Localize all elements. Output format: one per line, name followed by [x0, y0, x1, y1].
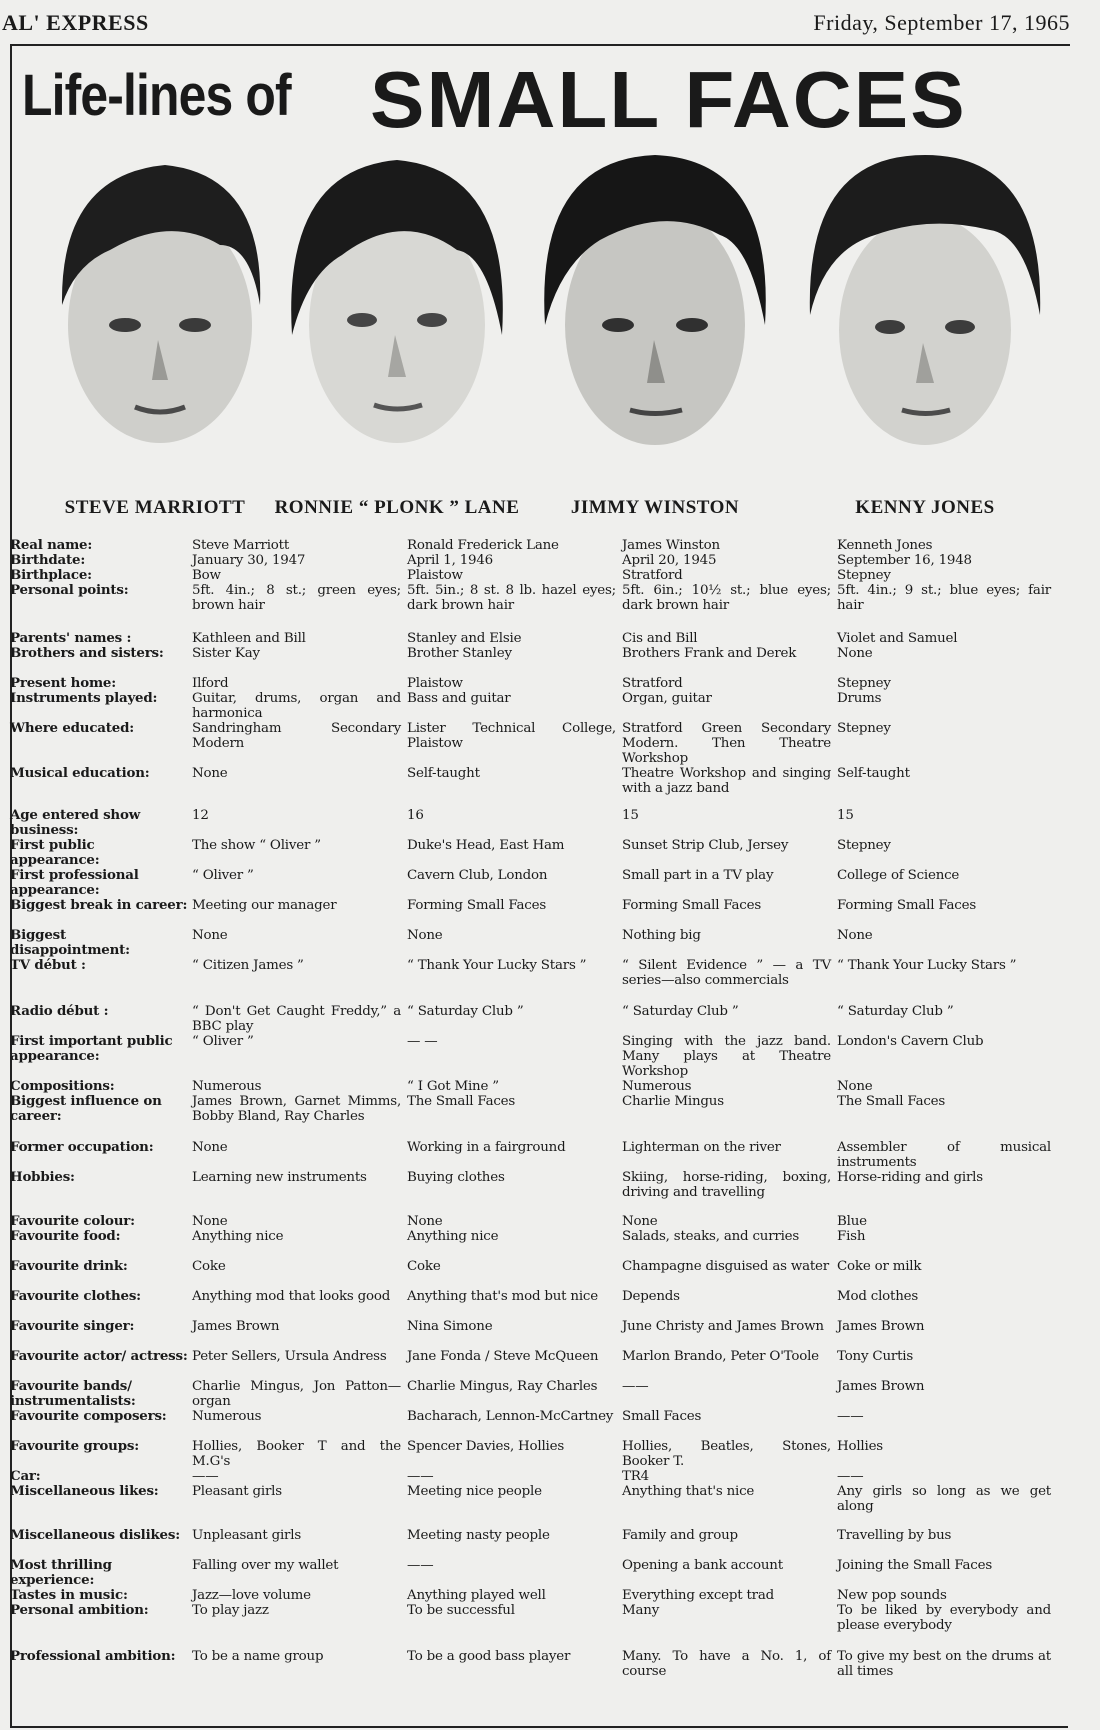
- member-cell-4: Stepney: [837, 721, 891, 736]
- table-row: [10, 1229, 1070, 1259]
- member-cell-2: Meeting nice people: [407, 1484, 542, 1499]
- table-row: [10, 631, 1070, 646]
- member-cell-4: To give my best on the drums at all times: [837, 1649, 1051, 1679]
- member-cell-1: 5ft. 4in.; 8 st.; green eyes; brown hair: [192, 583, 401, 613]
- row-label: Professional ambition:: [10, 1648, 176, 1664]
- row-label: Compositions:: [10, 1078, 115, 1094]
- member-cell-4: Kenneth Jones: [837, 538, 933, 553]
- row-label: Hobbies:: [10, 1169, 75, 1185]
- member-cell-1: Coke: [192, 1259, 226, 1274]
- member-cell-4: ——: [837, 1469, 864, 1484]
- row-label: Favourite food:: [10, 1228, 121, 1244]
- row-label: First important public appearance:: [10, 1033, 173, 1064]
- member-cell-4: Forming Small Faces: [837, 898, 976, 913]
- face-photo: [20, 155, 290, 455]
- member-cell-3: Theatre Workshop and singing with a jazz band: [622, 766, 831, 796]
- member-cell-1: Anything nice: [192, 1229, 284, 1244]
- member-cell-4: Coke or milk: [837, 1259, 922, 1274]
- member-cell-2: Meeting nasty people: [407, 1528, 550, 1543]
- table-row: [10, 646, 1070, 676]
- member-cell-4: Blue: [837, 1214, 867, 1229]
- face-photo: [262, 155, 532, 455]
- member-cell-4: Tony Curtis: [837, 1349, 914, 1364]
- member-cell-4: ——: [837, 1409, 864, 1424]
- member-cell-1: None: [192, 928, 228, 943]
- row-label: Real name:: [10, 537, 93, 553]
- table-row: [10, 1439, 1070, 1469]
- table-row: [10, 1484, 1070, 1528]
- member-cell-2: Coke: [407, 1259, 441, 1274]
- member-cell-1: Guitar, drums, organ and harmonica: [192, 691, 401, 721]
- row-label: Favourite composers:: [10, 1408, 167, 1424]
- member-cell-4: Violet and Samuel: [837, 631, 958, 646]
- table-row: [10, 1588, 1070, 1603]
- member-cell-4: Fish: [837, 1229, 866, 1244]
- member-name: KENNY JONES: [855, 497, 995, 518]
- member-cell-2: Nina Simone: [407, 1319, 493, 1334]
- member-cell-4: 5ft. 4in.; 9 st.; blue eyes; fair hair: [837, 583, 1051, 613]
- table-row: [10, 1319, 1070, 1349]
- member-cell-1: “ Citizen James ”: [192, 958, 304, 973]
- member-name: STEVE MARRIOTT: [64, 497, 246, 518]
- row-label: Favourite bands/ instrumentalists:: [10, 1378, 136, 1409]
- member-cell-3: Anything that's nice: [622, 1484, 755, 1499]
- member-cell-4: Horse-riding and girls: [837, 1170, 983, 1185]
- row-label: Birthdate:: [10, 552, 86, 568]
- member-cell-4: None: [837, 1079, 873, 1094]
- member-cell-2: Spencer Davies, Hollies: [407, 1439, 565, 1454]
- member-cell-3: None: [622, 1214, 658, 1229]
- row-label: Favourite groups:: [10, 1438, 139, 1454]
- row-label: Biggest influence on career:: [10, 1093, 162, 1124]
- member-cell-2: Working in a fairground: [407, 1140, 566, 1155]
- member-cell-3: Charlie Mingus: [622, 1094, 724, 1109]
- member-cell-3: Sunset Strip Club, Jersey: [622, 838, 789, 853]
- bottom-rule: [10, 1726, 1068, 1728]
- row-label: Favourite singer:: [10, 1318, 135, 1334]
- member-cell-3: Marlon Brando, Peter O'Toole: [622, 1349, 819, 1364]
- table-row: [10, 868, 1070, 898]
- row-label: Biggest break in career:: [10, 897, 188, 913]
- member-cell-3: Brothers Frank and Derek: [622, 646, 797, 661]
- member-cell-1: Charlie Mingus, Jon Patton—organ: [192, 1379, 401, 1409]
- member-cell-3: Skiing, horse-riding, boxing, driving and travelling: [622, 1170, 831, 1200]
- member-cell-1: Sandringham Secondary Modern: [192, 721, 401, 751]
- member-cell-3: Champagne disguised as water: [622, 1259, 829, 1274]
- row-label: TV début :: [10, 957, 86, 973]
- member-cell-1: Sister Kay: [192, 646, 260, 661]
- member-cell-2: Stanley and Elsie: [407, 631, 522, 646]
- table-row: [10, 1409, 1070, 1439]
- member-cell-4: “ Thank Your Lucky Stars ”: [837, 958, 1017, 973]
- member-cell-1: 12: [192, 808, 209, 823]
- member-cell-1: None: [192, 766, 228, 781]
- member-cell-3: 15: [622, 808, 639, 823]
- member-cell-2: Plaistow: [407, 676, 463, 691]
- headline-band-name: SMALL FACES: [370, 55, 967, 144]
- member-cell-3: Small part in a TV play: [622, 868, 774, 883]
- member-cell-3: Stratford Green Secondary Modern. Then Theatre Workshop: [622, 721, 831, 766]
- table-row: [10, 1649, 1070, 1693]
- table-row: [10, 676, 1070, 691]
- member-cell-2: 5ft. 5in.; 8 st. 8 lb. hazel eyes; dark brown hair: [407, 583, 616, 613]
- member-cell-1: Anything mod that looks good: [192, 1289, 391, 1304]
- row-label: Tastes in music:: [10, 1587, 128, 1603]
- member-cell-1: The show “ Oliver ”: [192, 838, 321, 853]
- member-cell-3: ——: [622, 1379, 649, 1394]
- member-cell-4: New pop sounds: [837, 1588, 947, 1603]
- portrait-steve-marriott: [20, 155, 290, 518]
- table-row: [10, 1094, 1070, 1140]
- portrait-jimmy-winston: [520, 155, 790, 518]
- member-cell-3: Hollies, Beatles, Stones, Booker T.: [622, 1439, 831, 1469]
- lifelines-table: [10, 538, 1070, 1693]
- table-row: [10, 928, 1070, 958]
- member-cell-4: To be liked by everybody and please everybody: [837, 1603, 1051, 1633]
- member-cell-1: Numerous: [192, 1079, 262, 1094]
- row-label: Where educated:: [10, 720, 134, 736]
- member-cell-3: TR4: [622, 1469, 649, 1484]
- headline: [18, 52, 1068, 152]
- member-cell-3: “ Saturday Club ”: [622, 1004, 739, 1019]
- member-cell-4: September 16, 1948: [837, 553, 972, 568]
- row-label: Personal points:: [10, 582, 129, 598]
- member-cell-2: Buying clothes: [407, 1170, 505, 1185]
- member-cell-1: None: [192, 1214, 228, 1229]
- member-cell-1: James Brown, Garnet Mimms, Bobby Bland, Ray Charles: [192, 1094, 401, 1124]
- member-cell-4: Drums: [837, 691, 882, 706]
- table-row: [10, 1528, 1070, 1558]
- member-cell-1: January 30, 1947: [192, 553, 306, 568]
- member-cell-2: Plaistow: [407, 568, 463, 583]
- member-cell-4: London's Cavern Club: [837, 1034, 984, 1049]
- member-cell-3: Cis and Bill: [622, 631, 698, 646]
- member-cell-4: Any girls so long as we get along: [837, 1484, 1051, 1514]
- table-row: [10, 1289, 1070, 1319]
- row-label: Birthplace:: [10, 567, 92, 583]
- masthead: [0, 8, 1100, 38]
- table-row: [10, 898, 1070, 928]
- member-cell-2: None: [407, 1214, 443, 1229]
- member-cell-1: Numerous: [192, 1409, 262, 1424]
- member-cell-3: Singing with the jazz band. Many plays at Theatre Workshop: [622, 1034, 831, 1079]
- headline-prefix: Life-lines of: [22, 63, 291, 128]
- row-label: Favourite clothes:: [10, 1288, 141, 1304]
- face-photo: [790, 155, 1060, 455]
- row-label: First public appearance:: [10, 837, 100, 868]
- member-cell-1: Peter Sellers, Ursula Andress: [192, 1349, 387, 1364]
- member-cell-3: James Winston: [622, 538, 720, 553]
- member-cell-2: — —: [407, 1034, 438, 1049]
- member-cell-3: Many: [622, 1603, 660, 1618]
- member-cell-1: ——: [192, 1469, 219, 1484]
- table-row: [10, 691, 1070, 721]
- portrait-row: [0, 155, 1100, 525]
- member-cell-3: Stratford: [622, 568, 683, 583]
- member-cell-1: “ Oliver ”: [192, 1034, 254, 1049]
- member-cell-1: To play jazz: [192, 1603, 269, 1618]
- member-cell-3: Everything except trad: [622, 1588, 775, 1603]
- member-cell-1: Bow: [192, 568, 221, 583]
- member-cell-1: Pleasant girls: [192, 1484, 282, 1499]
- member-cell-3: Numerous: [622, 1079, 692, 1094]
- member-cell-4: Joining the Small Faces: [837, 1558, 992, 1573]
- member-cell-2: To be successful: [407, 1603, 515, 1618]
- table-row: [10, 1140, 1070, 1170]
- row-label: Car:: [10, 1468, 41, 1484]
- table-row: [10, 1469, 1070, 1484]
- member-cell-2: The Small Faces: [407, 1094, 516, 1109]
- member-cell-1: Ilford: [192, 676, 229, 691]
- table-row: [10, 568, 1070, 583]
- portrait-ronnie-lane: [262, 155, 532, 518]
- member-cell-2: None: [407, 928, 443, 943]
- table-row: [10, 1603, 1070, 1649]
- member-cell-3: June Christy and James Brown: [622, 1319, 824, 1334]
- member-cell-1: Learning new instruments: [192, 1170, 367, 1185]
- row-label: Present home:: [10, 675, 116, 691]
- member-cell-3: Stratford: [622, 676, 683, 691]
- table-row: [10, 1004, 1070, 1034]
- member-cell-4: James Brown: [837, 1379, 925, 1394]
- member-cell-4: College of Science: [837, 868, 960, 883]
- member-cell-2: Brother Stanley: [407, 646, 512, 661]
- row-label: Most thrilling experience:: [10, 1557, 112, 1588]
- row-label: Personal ambition:: [10, 1602, 149, 1618]
- face-photo: [520, 155, 790, 455]
- row-label: Age entered show business:: [10, 807, 141, 838]
- member-cell-2: “ Saturday Club ”: [407, 1004, 524, 1019]
- member-cell-1: Falling over my wallet: [192, 1558, 339, 1573]
- row-label: Former occupation:: [10, 1139, 154, 1155]
- table-row: [10, 766, 1070, 808]
- row-label: Miscellaneous dislikes:: [10, 1527, 180, 1543]
- member-cell-3: Opening a bank account: [622, 1558, 783, 1573]
- member-cell-2: Cavern Club, London: [407, 868, 548, 883]
- member-cell-3: Forming Small Faces: [622, 898, 761, 913]
- member-cell-2: “ Thank Your Lucky Stars ”: [407, 958, 587, 973]
- member-cell-4: Stepney: [837, 676, 891, 691]
- member-cell-4: None: [837, 928, 873, 943]
- member-cell-3: Organ, guitar: [622, 691, 712, 706]
- member-cell-4: Self-taught: [837, 766, 910, 781]
- member-cell-3: Family and group: [622, 1528, 738, 1543]
- member-cell-3: Salads, steaks, and curries: [622, 1229, 800, 1244]
- member-cell-2: Anything that's mod but nice: [407, 1289, 598, 1304]
- table-row: [10, 808, 1070, 838]
- row-label: Instruments played:: [10, 690, 158, 706]
- member-cell-4: James Brown: [837, 1319, 925, 1334]
- member-cell-1: Unpleasant girls: [192, 1528, 301, 1543]
- member-cell-4: 15: [837, 808, 854, 823]
- member-cell-3: “ Silent Evidence ” — a TV series—also commercials: [622, 958, 831, 988]
- member-name: JIMMY WINSTON: [570, 497, 740, 518]
- member-cell-3: 5ft. 6in.; 10½ st.; blue eyes; dark brown hair: [622, 583, 831, 613]
- table-row: [10, 1034, 1070, 1079]
- row-label: First professional appearance:: [10, 867, 139, 898]
- row-label: Favourite actor/ actress:: [10, 1348, 188, 1364]
- member-cell-2: Ronald Frederick Lane: [407, 538, 559, 553]
- member-cell-1: Hollies, Booker T and the M.G's: [192, 1439, 401, 1469]
- member-cell-4: The Small Faces: [837, 1094, 946, 1109]
- member-cell-3: Many. To have a No. 1, of course: [622, 1649, 831, 1679]
- member-cell-2: To be a good bass player: [407, 1649, 571, 1664]
- member-cell-4: Stepney: [837, 568, 891, 583]
- row-label: Musical education:: [10, 765, 150, 781]
- table-row: [10, 838, 1070, 868]
- table-row: [10, 1079, 1070, 1094]
- table-row: [10, 538, 1070, 553]
- table-row: [10, 721, 1070, 766]
- member-cell-2: “ I Got Mine ”: [407, 1079, 499, 1094]
- member-cell-3: Depends: [622, 1289, 680, 1304]
- member-cell-1: None: [192, 1140, 228, 1155]
- member-cell-2: Duke's Head, East Ham: [407, 838, 565, 853]
- row-label: Biggest disappointment:: [10, 927, 130, 958]
- member-cell-2: April 1, 1946: [407, 553, 493, 568]
- member-cell-4: Assembler of musical instruments: [837, 1140, 1051, 1170]
- table-row: [10, 583, 1070, 631]
- member-cell-1: Jazz—love volume: [192, 1588, 311, 1603]
- member-cell-2: ——: [407, 1558, 434, 1573]
- issue-date: Friday, September 17, 1965: [813, 10, 1070, 35]
- member-cell-1: Steve Marriott: [192, 538, 290, 553]
- table-row: [10, 1170, 1070, 1214]
- member-cell-4: Stepney: [837, 838, 891, 853]
- row-label: Parents' names :: [10, 630, 132, 646]
- member-cell-4: Travelling by bus: [837, 1528, 952, 1543]
- member-cell-1: “ Don't Get Caught Freddy,” a BBC play: [192, 1004, 401, 1034]
- member-cell-2: Anything played well: [407, 1588, 546, 1603]
- table-row: [10, 1214, 1070, 1229]
- member-cell-2: ——: [407, 1469, 434, 1484]
- member-cell-4: None: [837, 646, 873, 661]
- table-row: [10, 1558, 1070, 1588]
- member-cell-1: Meeting our manager: [192, 898, 337, 913]
- row-label: Favourite colour:: [10, 1213, 135, 1229]
- member-cell-4: “ Saturday Club ”: [837, 1004, 954, 1019]
- table-row: [10, 958, 1070, 1004]
- member-cell-3: Lighterman on the river: [622, 1140, 781, 1155]
- row-label: Radio début :: [10, 1003, 109, 1019]
- member-cell-3: Small Faces: [622, 1409, 702, 1424]
- member-cell-3: April 20, 1945: [622, 553, 717, 568]
- member-cell-1: James Brown: [192, 1319, 280, 1334]
- member-cell-2: Charlie Mingus, Ray Charles: [407, 1379, 598, 1394]
- member-cell-2: Bass and guitar: [407, 691, 511, 706]
- member-cell-2: 16: [407, 808, 424, 823]
- member-cell-2: Anything nice: [407, 1229, 499, 1244]
- member-cell-2: Lister Technical College, Plaistow: [407, 721, 616, 751]
- member-cell-4: Hollies: [837, 1439, 883, 1454]
- row-label: Favourite drink:: [10, 1258, 128, 1274]
- member-cell-1: To be a name group: [192, 1649, 324, 1664]
- table-row: [10, 1349, 1070, 1379]
- member-cell-3: Nothing big: [622, 928, 701, 943]
- member-cell-4: Mod clothes: [837, 1289, 919, 1304]
- member-name: RONNIE “ PLONK ” LANE: [274, 497, 520, 518]
- newspaper-name: AL' EXPRESS: [2, 10, 149, 35]
- member-cell-1: Kathleen and Bill: [192, 631, 306, 646]
- table-row: [10, 1379, 1070, 1409]
- portrait-kenny-jones: [790, 155, 1060, 518]
- member-cell-2: Forming Small Faces: [407, 898, 546, 913]
- member-cell-2: Jane Fonda / Steve McQueen: [407, 1349, 599, 1364]
- member-cell-2: Bacharach, Lennon-McCartney: [407, 1409, 614, 1424]
- row-label: Brothers and sisters:: [10, 645, 164, 661]
- row-label: Miscellaneous likes:: [10, 1483, 159, 1499]
- table-row: [10, 553, 1070, 568]
- member-cell-2: Self-taught: [407, 766, 480, 781]
- member-cell-1: “ Oliver ”: [192, 868, 254, 883]
- table-row: [10, 1259, 1070, 1289]
